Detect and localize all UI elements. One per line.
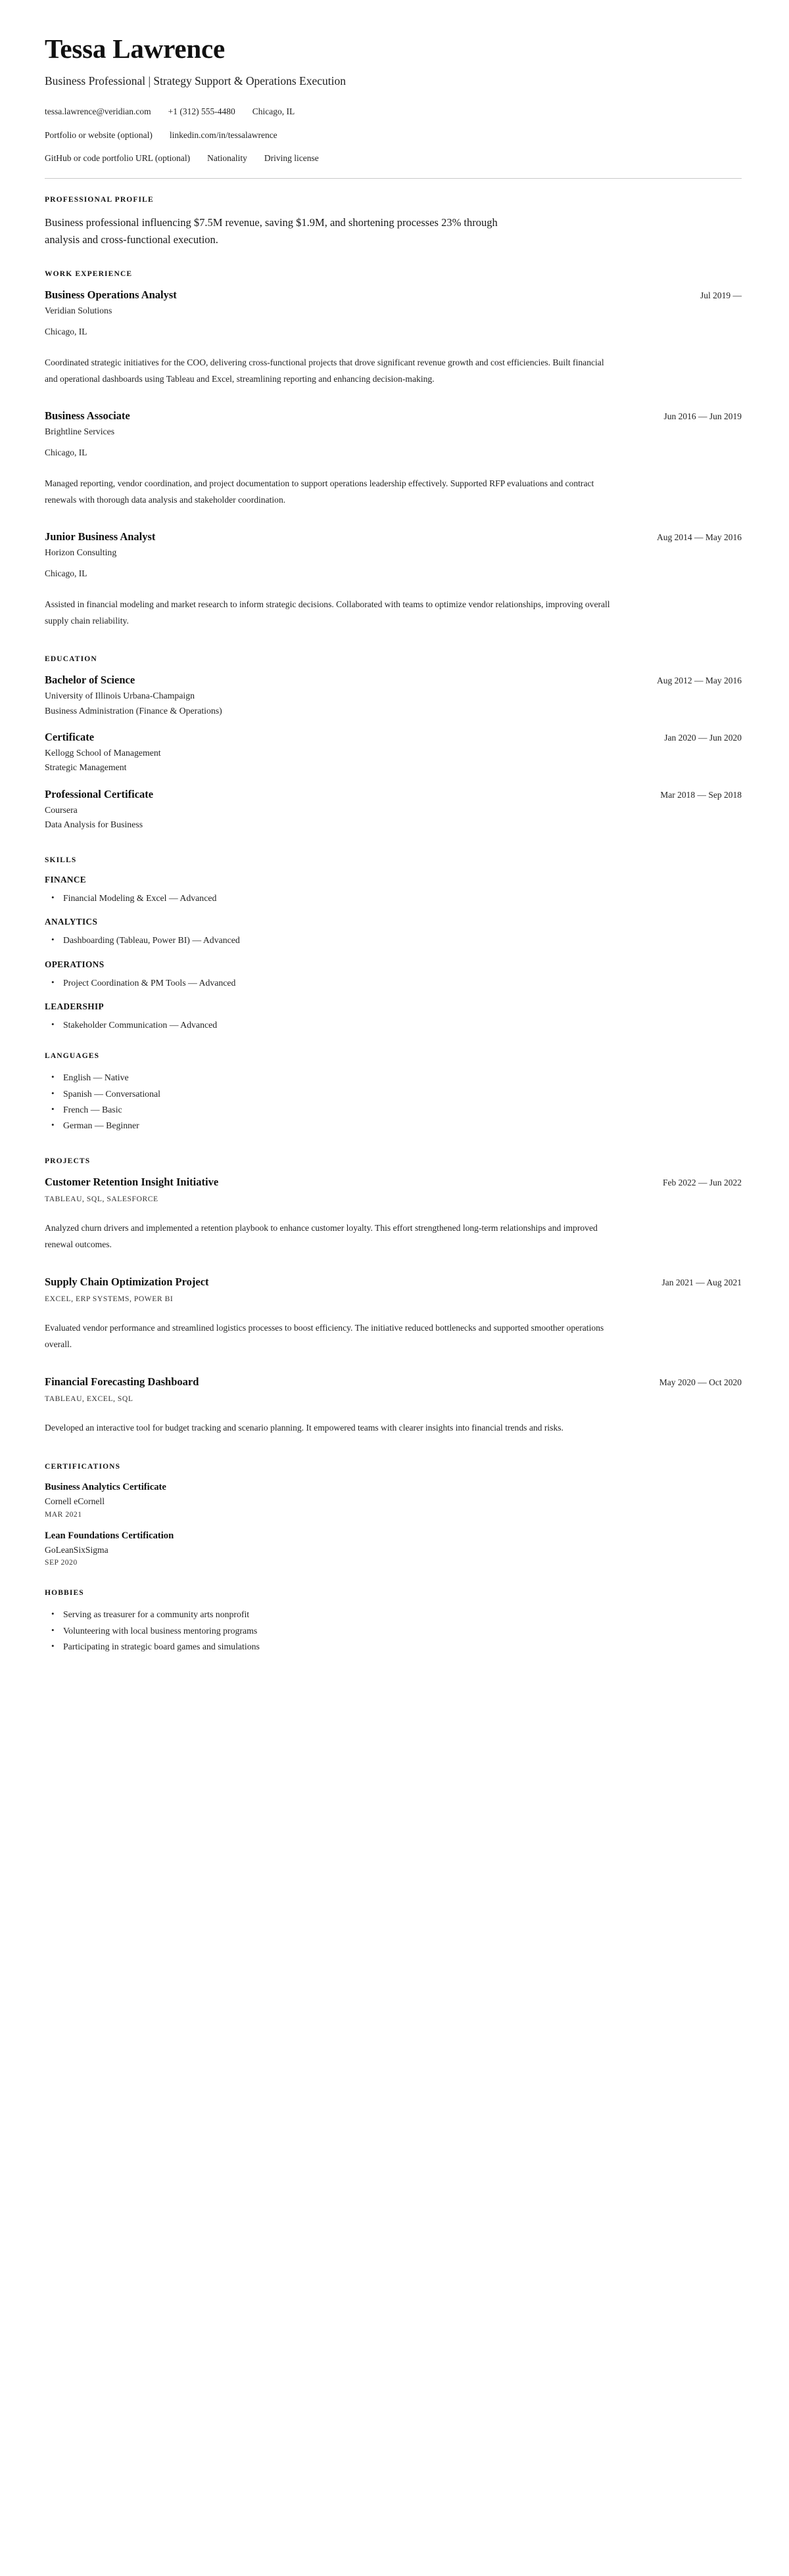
project-entry-head xyxy=(45,1276,742,1289)
section-title-hobbies: HOBBIES xyxy=(45,1589,84,1598)
certification-issuer: GoLeanSixSigma xyxy=(45,1544,108,1555)
certification-name: Business Analytics Certificate xyxy=(45,1482,166,1493)
project-description: Analyzed churn drivers and implemented a retention playbook to enhance customer loyalty. This effort strengthened long-term relationships and improved renewal outcomes. xyxy=(45,1223,598,1249)
work-date: Jul 2019 — xyxy=(700,290,742,301)
work-company: Brightline Services xyxy=(45,426,115,437)
contact-location: Chicago, IL xyxy=(252,106,295,116)
certification-issuer: Cornell eCornell xyxy=(45,1496,105,1507)
candidate-headline: Business Professional | Strategy Support & Operations Execution xyxy=(45,74,346,87)
language-item: • Spanish — Conversational xyxy=(45,1087,742,1101)
hobby-item: • Serving as treasurer for a community arts nonprofit xyxy=(45,1607,742,1622)
work-description: Assisted in financial modeling and market research to inform strategic decisions. Collaborated with teams to optimize vendor relationships, improving overall supply chain reliability. xyxy=(45,599,610,626)
language-item: • German — Beginner xyxy=(45,1118,742,1133)
section-work-experience xyxy=(45,270,742,629)
education-date: Jan 2020 — Jun 2020 xyxy=(664,733,742,743)
skill-group-name: OPERATIONS xyxy=(45,959,105,969)
work-entry-head xyxy=(45,409,742,423)
education-entry xyxy=(45,674,742,717)
project-tech-stack: EXCEL, ERP SYSTEMS, POWER BI xyxy=(45,1295,174,1304)
skill-list xyxy=(45,891,742,906)
section-skills xyxy=(45,856,742,1032)
work-description: Coordinated strategic initiatives for the COO, delivering cross-functional projects that drove significant revenue growth and cost efficiencies. Built financial and operational dashboards using Tableau and Excel, streamlining reporting and enhancing decision-making. xyxy=(45,357,604,384)
work-company: Veridian Solutions xyxy=(45,306,112,316)
skill-item: • Financial Modeling & Excel — Advanced xyxy=(45,891,742,906)
education-school: Kellogg School of Management xyxy=(45,747,161,758)
profile-summary-text: Business professional influencing $7.5M revenue, saving $1.9M, and shortening processes 23% through analysis and cross-functional execution. xyxy=(45,216,498,246)
skill-item: • Project Coordination & PM Tools — Advanced xyxy=(45,976,742,990)
contact-linkedin[interactable]: linkedin.com/in/tessalawrence xyxy=(169,129,277,140)
skill-group xyxy=(45,875,742,906)
section-title-skills: SKILLS xyxy=(45,856,77,864)
skill-group-name: ANALYTICS xyxy=(45,917,98,927)
skill-list xyxy=(45,976,742,990)
education-degree: Professional Certificate xyxy=(45,788,154,801)
education-field: Business Administration (Finance & Operations) xyxy=(45,705,222,716)
section-certifications xyxy=(45,1463,742,1567)
certification-entry xyxy=(45,1530,742,1567)
contact-email[interactable]: tessa.lawrence@veridian.com xyxy=(45,106,151,116)
section-projects xyxy=(45,1157,742,1437)
education-degree: Bachelor of Science xyxy=(45,674,135,687)
certification-date: SEP 2020 xyxy=(45,1558,78,1567)
project-entry-head xyxy=(45,1176,742,1189)
work-location: Chicago, IL xyxy=(45,326,87,336)
section-title-education: EDUCATION xyxy=(45,655,97,664)
skill-group xyxy=(45,1001,742,1032)
language-item: • French — Basic xyxy=(45,1103,742,1117)
skill-list xyxy=(45,1018,742,1032)
education-entry xyxy=(45,788,742,831)
hobby-list xyxy=(45,1607,742,1654)
education-entry xyxy=(45,731,742,774)
work-date: Jun 2016 — Jun 2019 xyxy=(663,411,742,422)
education-school: University of Illinois Urbana-Champaign xyxy=(45,690,195,701)
work-company: Horizon Consulting xyxy=(45,547,117,557)
project-name: Supply Chain Optimization Project xyxy=(45,1275,209,1288)
education-entry-head xyxy=(45,674,742,687)
skill-item: • Dashboarding (Tableau, Power BI) — Advanced xyxy=(45,933,742,948)
certification-entry xyxy=(45,1481,742,1519)
candidate-name: Tessa Lawrence xyxy=(45,34,225,64)
section-hobbies xyxy=(45,1589,742,1654)
header-divider xyxy=(45,178,742,179)
contact-row-extra xyxy=(45,152,742,165)
education-entry-head xyxy=(45,788,742,802)
work-entry-head xyxy=(45,288,742,302)
education-date: Mar 2018 — Sep 2018 xyxy=(660,790,742,800)
skill-list xyxy=(45,933,742,948)
skill-item: • Stakeholder Communication — Advanced xyxy=(45,1018,742,1032)
language-list xyxy=(45,1070,742,1133)
section-title-languages: LANGUAGES xyxy=(45,1052,100,1061)
education-degree: Certificate xyxy=(45,731,95,744)
contact-portfolio[interactable]: Portfolio or website (optional) xyxy=(45,129,153,140)
resume-header xyxy=(45,34,742,165)
project-entry xyxy=(45,1276,742,1353)
project-entry xyxy=(45,1176,742,1253)
work-entry-head xyxy=(45,530,742,544)
education-field: Strategic Management xyxy=(45,762,127,773)
work-role: Business Associate xyxy=(45,409,130,423)
section-languages xyxy=(45,1052,742,1133)
project-entry-head xyxy=(45,1375,742,1389)
section-title-work: WORK EXPERIENCE xyxy=(45,270,133,279)
contact-driving-license: Driving license xyxy=(264,153,319,164)
certification-name: Lean Foundations Certification xyxy=(45,1530,174,1541)
work-entry xyxy=(45,409,742,508)
education-entry-head xyxy=(45,731,742,745)
certification-date: MAR 2021 xyxy=(45,1509,82,1519)
project-tech-stack: TABLEAU, EXCEL, SQL xyxy=(45,1394,133,1404)
project-date: Jan 2021 — Aug 2021 xyxy=(661,1277,742,1287)
work-date: Aug 2014 — May 2016 xyxy=(657,532,742,543)
hobby-item: • Participating in strategic board games and simulations xyxy=(45,1640,742,1654)
work-description: Managed reporting, vendor coordination, and project documentation to support operations leadership effectively. Supported RFP evaluations and contract renewals with thorough data analysis and stakeholder coordination. xyxy=(45,478,594,505)
skill-group-name: LEADERSHIP xyxy=(45,1001,104,1011)
skill-group xyxy=(45,959,742,990)
education-school: Coursera xyxy=(45,804,78,815)
skill-group xyxy=(45,917,742,948)
section-professional-profile xyxy=(45,196,742,248)
project-description: Evaluated vendor performance and streamlined logistics processes to boost efficiency. The initiative reduced bottlenecks and supported smoother operations overall. xyxy=(45,1323,604,1350)
section-title-certifications: CERTIFICATIONS xyxy=(45,1463,121,1471)
education-date: Aug 2012 — May 2016 xyxy=(657,676,742,686)
work-role: Business Operations Analyst xyxy=(45,288,177,302)
work-role: Junior Business Analyst xyxy=(45,530,156,543)
contact-phone[interactable]: +1 (312) 555-4480 xyxy=(168,106,235,116)
project-tech-stack: TABLEAU, SQL, SALESFORCE xyxy=(45,1195,158,1204)
project-name: Customer Retention Insight Initiative xyxy=(45,1175,219,1188)
contact-row-links xyxy=(45,129,742,142)
education-field: Data Analysis for Business xyxy=(45,819,143,830)
section-education xyxy=(45,655,742,831)
section-title-profile: PROFESSIONAL PROFILE xyxy=(45,196,154,204)
work-location: Chicago, IL xyxy=(45,568,87,578)
contact-github[interactable]: GitHub or code portfolio URL (optional) xyxy=(45,153,191,164)
contact-row-primary xyxy=(45,106,742,118)
project-date: Feb 2022 — Jun 2022 xyxy=(662,1177,742,1187)
contact-nationality: Nationality xyxy=(207,153,247,164)
work-entry xyxy=(45,288,742,387)
work-entry xyxy=(45,530,742,629)
hobby-item: • Volunteering with local business mentoring programs xyxy=(45,1624,742,1638)
skill-group-name: FINANCE xyxy=(45,874,87,885)
project-description: Developed an interactive tool for budget tracking and scenario planning. It empowered teams with clearer insights into financial trends and risks. xyxy=(45,1423,563,1433)
project-entry xyxy=(45,1375,742,1437)
work-location: Chicago, IL xyxy=(45,447,87,457)
section-title-projects: PROJECTS xyxy=(45,1157,91,1165)
project-date: May 2020 — Oct 2020 xyxy=(659,1377,742,1387)
language-item: • English — Native xyxy=(45,1070,742,1085)
project-name: Financial Forecasting Dashboard xyxy=(45,1375,199,1388)
